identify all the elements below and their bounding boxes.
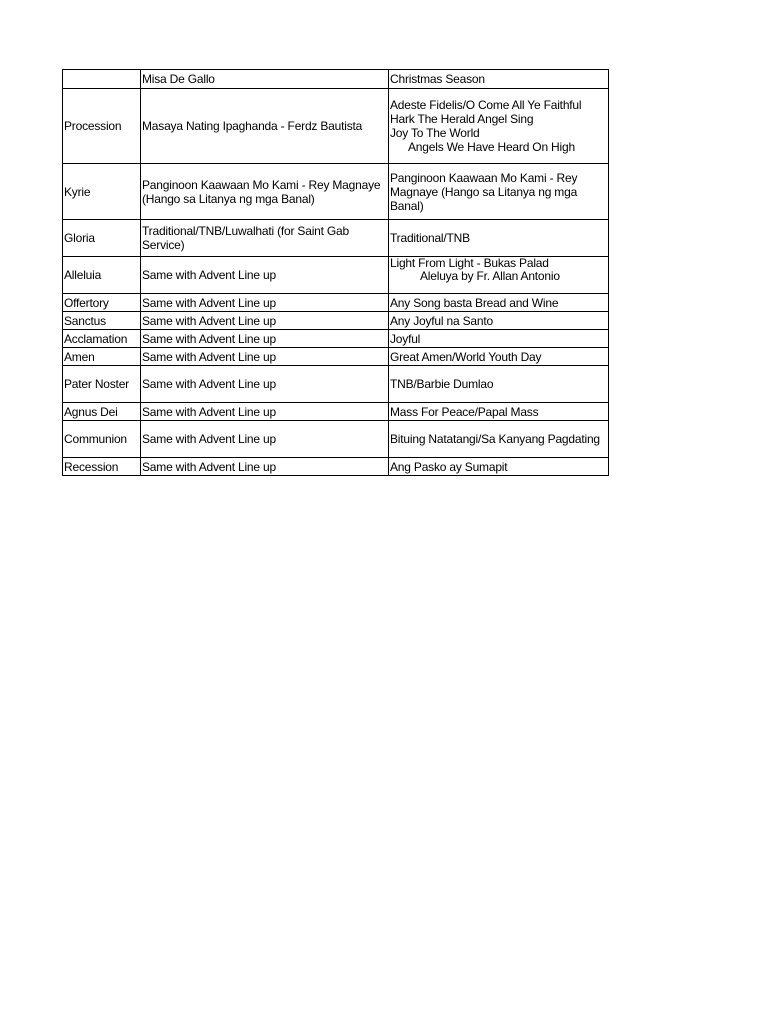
misa-cell: Same with Advent Line up bbox=[141, 312, 389, 330]
part-cell: Procession bbox=[63, 89, 141, 164]
christmas-cell: Traditional/TNB bbox=[389, 220, 609, 257]
christmas-cell: Mass For Peace/Papal Mass bbox=[389, 403, 609, 421]
part-cell: Alleluia bbox=[63, 257, 141, 294]
christmas-line: Aleluya by Fr. Allan Antonio bbox=[420, 269, 560, 283]
christmas-cell: Joyful bbox=[389, 330, 609, 348]
misa-cell: Same with Advent Line up bbox=[141, 294, 389, 312]
misa-cell: Same with Advent Line up bbox=[141, 257, 389, 294]
misa-cell: Traditional/TNB/Luwalhati (for Saint Gab Service) bbox=[141, 220, 389, 257]
part-cell: Gloria bbox=[63, 220, 141, 257]
table-row-amen bbox=[63, 348, 609, 366]
table-row-pater-noster bbox=[63, 366, 609, 403]
christmas-cell bbox=[389, 89, 609, 164]
misa-cell: Same with Advent Line up bbox=[141, 348, 389, 366]
christmas-cell: Ang Pasko ay Sumapit bbox=[389, 458, 609, 476]
christmas-line: Adeste Fidelis/O Come All Ye Faithful bbox=[390, 98, 582, 112]
misa-cell: Same with Advent Line up bbox=[141, 366, 389, 403]
part-cell: Pater Noster bbox=[63, 366, 141, 403]
christmas-cell: Any Song basta Bread and Wine bbox=[389, 294, 609, 312]
christmas-line: Light From Light - Bukas Palad bbox=[390, 256, 549, 270]
header-cell-christmas-season: Christmas Season bbox=[389, 70, 609, 89]
part-cell: Recession bbox=[63, 458, 141, 476]
part-cell: Communion bbox=[63, 421, 141, 458]
christmas-cell: Panginoon Kaawaan Mo Kami - Rey Magnaye (Hango sa Litanya ng mga Banal) bbox=[389, 164, 609, 220]
table-row-procession bbox=[63, 89, 609, 164]
table-row-sanctus bbox=[63, 312, 609, 330]
misa-cell: Masaya Nating Ipaghanda - Ferdz Bautista bbox=[141, 89, 389, 164]
misa-cell: Same with Advent Line up bbox=[141, 403, 389, 421]
misa-cell: Same with Advent Line up bbox=[141, 458, 389, 476]
header-cell-misa-de-gallo: Misa De Gallo bbox=[141, 70, 389, 89]
christmas-line: Joy To The World bbox=[390, 126, 480, 140]
christmas-cell: TNB/Barbie Dumlao bbox=[389, 366, 609, 403]
part-cell: Amen bbox=[63, 348, 141, 366]
christmas-cell: Great Amen/World Youth Day bbox=[389, 348, 609, 366]
misa-cell: Same with Advent Line up bbox=[141, 330, 389, 348]
misa-cell: Same with Advent Line up bbox=[141, 421, 389, 458]
header-row bbox=[63, 70, 609, 89]
table-row-alleluia bbox=[63, 257, 609, 294]
lineup-table bbox=[62, 69, 609, 476]
christmas-cell bbox=[389, 257, 609, 294]
christmas-line: Hark The Herald Angel Sing bbox=[390, 112, 534, 126]
misa-cell: Panginoon Kaawaan Mo Kami - Rey Magnaye (Hango sa Litanya ng mga Banal) bbox=[141, 164, 389, 220]
table-row-agnus-dei bbox=[63, 403, 609, 421]
part-cell: Sanctus bbox=[63, 312, 141, 330]
christmas-cell: Bituing Natatangi/Sa Kanyang Pagdating bbox=[389, 421, 609, 458]
header-cell-part bbox=[63, 70, 141, 89]
table-row-gloria bbox=[63, 220, 609, 257]
part-cell: Acclamation bbox=[63, 330, 141, 348]
christmas-line: Angels We Have Heard On High bbox=[408, 140, 575, 154]
part-cell: Agnus Dei bbox=[63, 403, 141, 421]
table-row-communion bbox=[63, 421, 609, 458]
table-row-offertory bbox=[63, 294, 609, 312]
part-cell: Kyrie bbox=[63, 164, 141, 220]
table-row-kyrie bbox=[63, 164, 609, 220]
table-row-recession bbox=[63, 458, 609, 476]
christmas-cell: Any Joyful na Santo bbox=[389, 312, 609, 330]
part-cell: Offertory bbox=[63, 294, 141, 312]
table-row-acclamation bbox=[63, 330, 609, 348]
